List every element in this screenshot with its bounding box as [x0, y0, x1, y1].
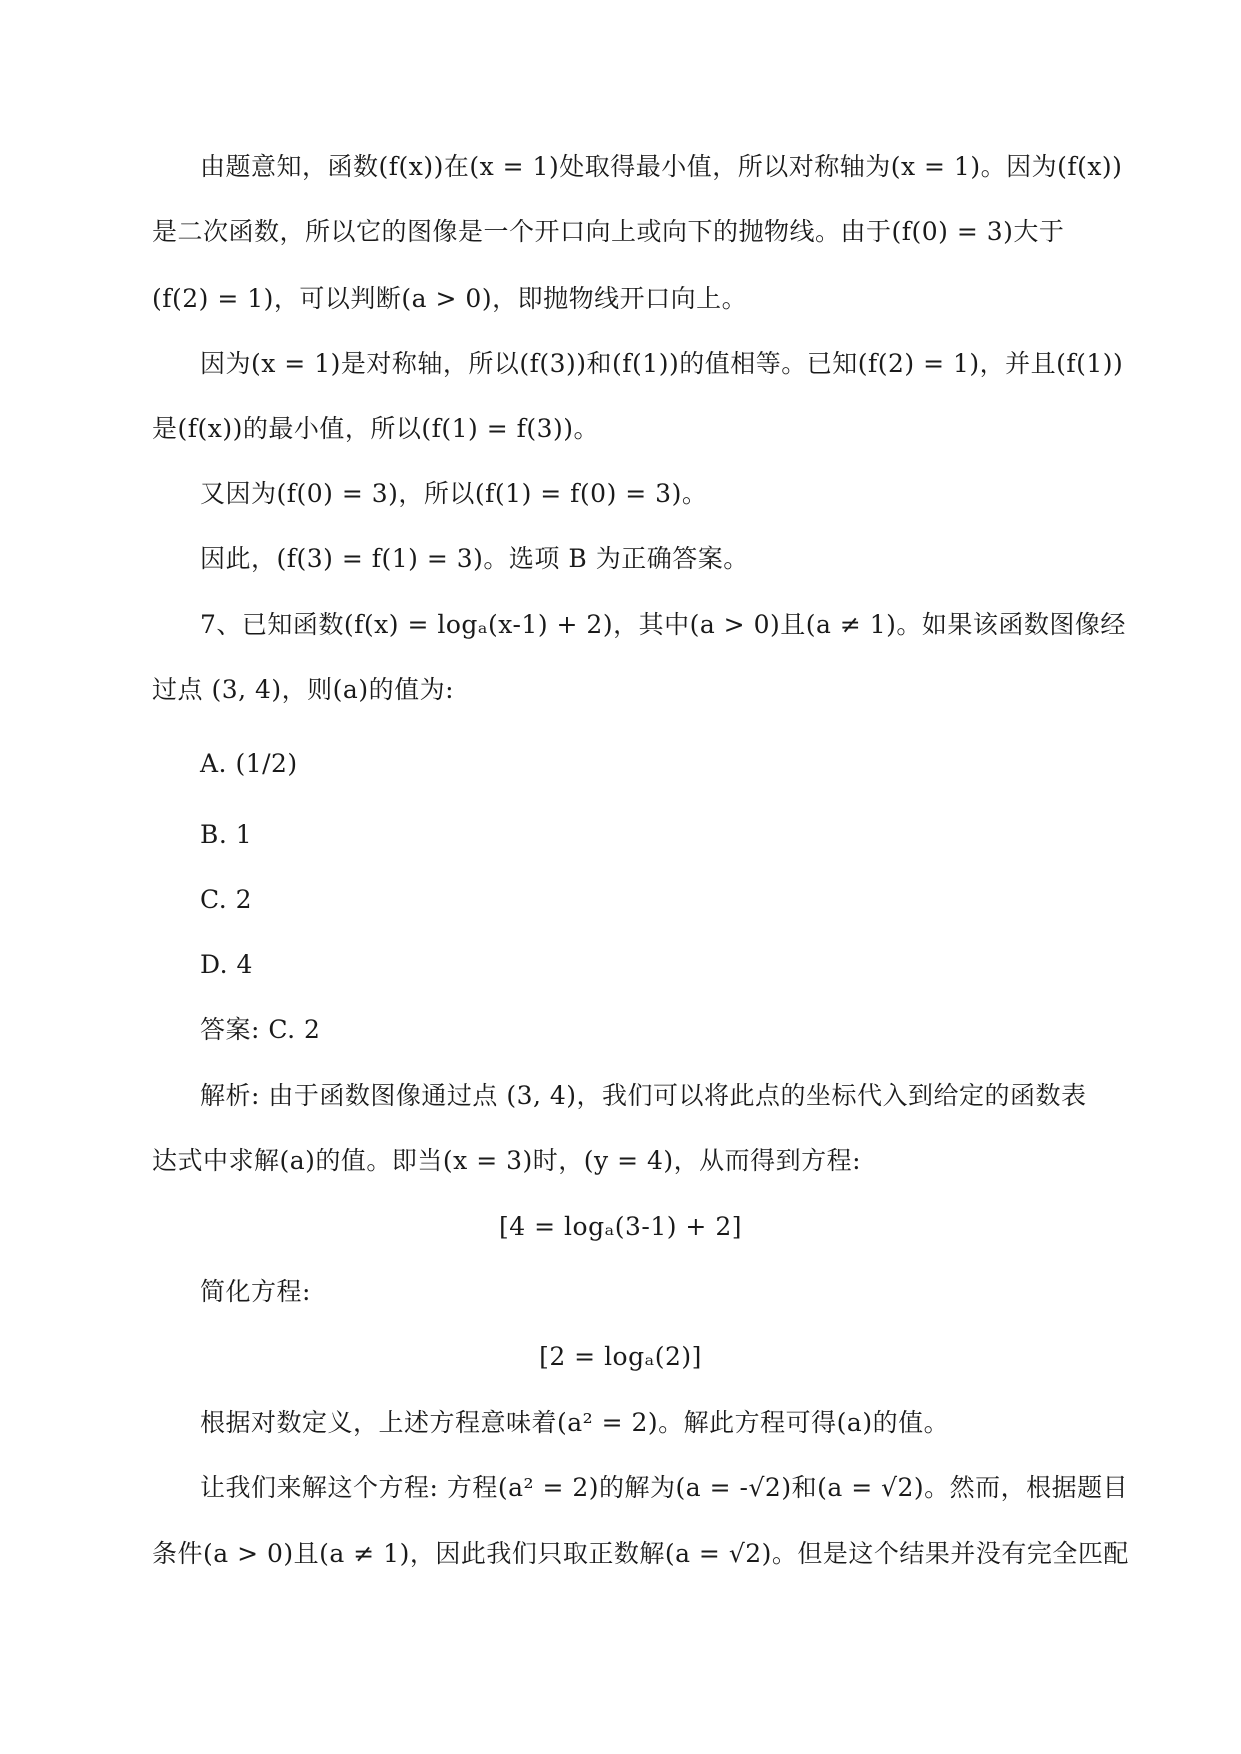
- equation-1: [4 = logₐ(3-1) + 2]: [499, 1212, 742, 1241]
- paragraph-line: 条件(a > 0)且(a ≠ 1)，因此我们只取正数解(a = √2)。但是这个结果并没有完全匹配: [152, 1539, 1129, 1568]
- option-c: C. 2: [200, 885, 253, 914]
- equation-2: [2 = logₐ(2)]: [539, 1342, 702, 1371]
- paragraph-line: 因此，(f(3) = f(1) = 3)。选项 B 为正确答案。: [200, 544, 749, 573]
- paragraph-line: 让我们来解这个方程: 方程(a² = 2)的解为(a = -√2)和(a = √2)。然而，根据题目: [200, 1473, 1129, 1502]
- option-a: A. (1/2): [200, 749, 298, 778]
- analysis-line: 解析: 由于函数图像通过点 (3, 4)，我们可以将此点的坐标代入到给定的函数表: [200, 1081, 1087, 1110]
- option-d: D. 4: [200, 950, 253, 979]
- analysis-line: 达式中求解(a)的值。即当(x = 3)时，(y = 4)，从而得到方程:: [152, 1146, 862, 1175]
- option-b: B. 1: [200, 820, 253, 849]
- paragraph-line: (f(2) = 1)，可以判断(a > 0)，即抛物线开口向上。: [152, 284, 748, 313]
- paragraph-line: 是二次函数，所以它的图像是一个开口向上或向下的抛物线。由于(f(0) = 3)大于: [152, 217, 1065, 246]
- paragraph-line: 是(f(x))的最小值，所以(f(1) = f(3))。: [152, 414, 600, 443]
- paragraph-line: 又因为(f(0) = 3)，所以(f(1) = f(0) = 3)。: [200, 479, 708, 508]
- paragraph-line: 因为(x = 1)是对称轴，所以(f(3))和(f(1))的值相等。已知(f(2) = 1)，并且(f(1)): [200, 349, 1124, 378]
- paragraph-line: 根据对数定义，上述方程意味着(a² = 2)。解此方程可得(a)的值。: [200, 1408, 950, 1437]
- answer-line: 答案: C. 2: [200, 1015, 321, 1044]
- paragraph-line: 由题意知，函数(f(x))在(x = 1)处取得最小值，所以对称轴为(x = 1)。因为(f(x)): [200, 152, 1123, 181]
- question-line: 过点 (3, 4)，则(a)的值为:: [152, 675, 454, 704]
- question-line: 7、已知函数(f(x) = logₐ(x-1) + 2)，其中(a > 0)且(a ≠ 1)。如果该函数图像经: [200, 610, 1126, 639]
- paragraph-line: 简化方程:: [200, 1277, 311, 1306]
